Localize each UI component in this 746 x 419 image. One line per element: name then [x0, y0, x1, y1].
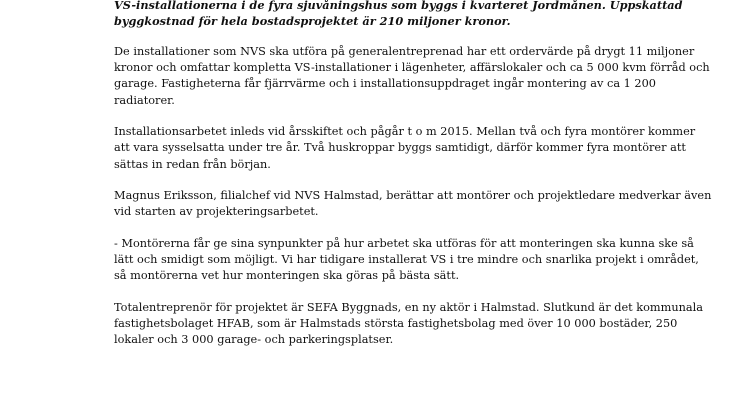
body-paragraph-3: Magnus Eriksson, filialchef vid NVS Halmstad, berättar att montörer och projektledare medverkar även vid starten av projekteringsarbetet. — [114, 189, 712, 219]
body-paragraph-1: De installationer som NVS ska utföra på generalentreprenad har ett ordervärde på drygt 11 miljoner kronor och omfattar kompletta VS-installationer i lägenheter, affärslokaler och ca 5 000 kvm förråd och garage. Fastigheterna får fjärrvärme och i installationsuppdraget ingår montering av ca 1 200 radiatorer. — [114, 45, 710, 107]
body-paragraph-4: - Montörerna får ge sina synpunkter på hur arbetet ska utföras för att monteringen ska kunna ske så lätt och smidigt som möjligt. Vi har tidigare installerat VS i tre mindre och snarlika projekt i området, så montörerna vet hur monteringen ska göras på bästa sätt. — [114, 237, 699, 283]
document-body — [114, 0, 714, 364]
body-paragraph-5: Totalentreprenör för projektet är SEFA Byggnads, en ny aktör i Halmstad. Slutkund är det kommunala fastighetsbolaget HFAB, som är Halmstads största fastighetsbolag med över 10 000 bostäder, 250 lokaler och 3 000 garage- och parkeringsplatser. — [114, 301, 703, 347]
body-paragraph-2: Installationsarbetet inleds vid årsskiftet och pågår t o m 2015. Mellan två och fyra montörer kommer att vara sysselsatta under tre år. Två huskroppar byggs samtidigt, därför kommer fyra montörer att sättas in redan från början. — [114, 125, 696, 171]
lead-paragraph: VS-installationerna i de fyra sjuvåningshus som byggs i kvarteret Jordmånen. Uppskattad byggkostnad för hela bostadsprojektet är 210 miljoner kronor. — [114, 0, 683, 28]
